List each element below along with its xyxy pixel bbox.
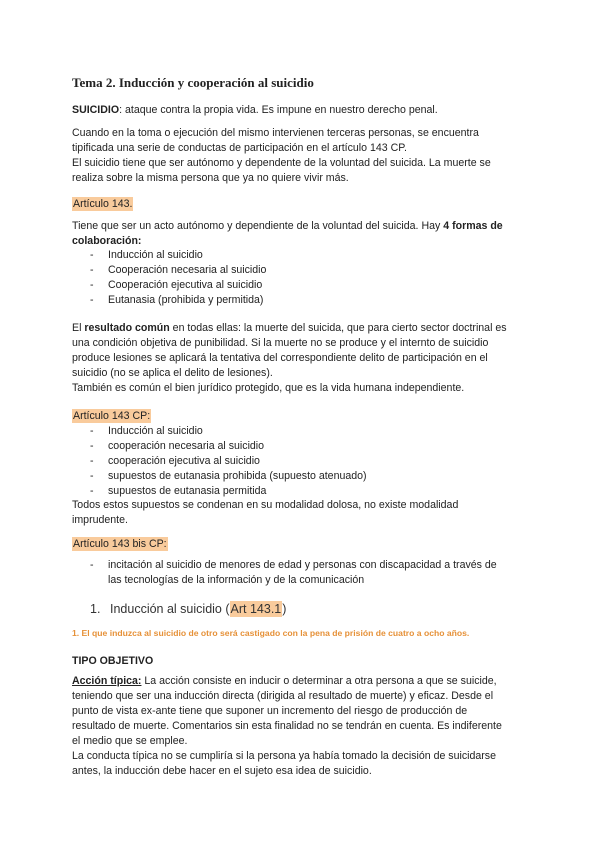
text-line: una condición objetiva de punibilidad. Si la muerte no se produce y el internto de suicidio — [72, 337, 489, 349]
art143cp-heading — [72, 409, 530, 424]
text-line: realiza sobre la misma persona que ya no quiere vivir más. — [72, 172, 349, 184]
art143bis-heading — [72, 537, 530, 552]
list-item: - Inducción al suicidio — [72, 248, 530, 263]
highlighted-heading: Artículo 143 bis CP: — [73, 538, 167, 550]
intro-paragraph — [72, 126, 530, 186]
text-line — [72, 321, 530, 336]
text-line: imprudente. — [72, 514, 128, 526]
text-line: el medio que se emplee. — [72, 735, 188, 747]
text-line: punto de vista ex-ante tiene que suponer un incremento del riesgo de producción de — [72, 705, 468, 717]
art143-intro — [72, 219, 530, 249]
list-item: - Cooperación ejecutiva al suicidio — [72, 278, 530, 293]
suicidio-text: : ataque contra la propia vida. Es impune en nuestro derecho penal. — [119, 104, 438, 116]
list-item: - cooperación necesaria al suicidio — [72, 439, 530, 454]
tipo-objetivo-paragraph — [72, 674, 530, 779]
section-title: Inducción al suicidio ( — [110, 602, 230, 616]
list-item: - cooperación ejecutiva al suicidio — [72, 454, 530, 469]
suicidio-term: SUICIDIO — [72, 104, 120, 116]
text-line: resultado de muerte. Comentarios sin esta finalidad no se tendrán en cuenta. Es indiferente — [72, 720, 502, 732]
list-item — [72, 558, 530, 588]
text-line: La conducta típica no se cumpliría si la persona ya había tomado la decisión de suicidarse — [72, 750, 496, 762]
text-line: las tecnologías de la información y de la comunicación — [108, 574, 365, 586]
text-line: teniendo que ser una inducción directa (dirigida al resultado de muerte) y eficaz. Desde el — [72, 690, 494, 702]
text-line: antes, la inducción debe hacer en el sujeto esa idea de suicidio. — [72, 765, 372, 777]
highlighted-heading: Artículo 143. — [73, 198, 133, 210]
text-line: suicidio (no se aplica el delito de lesiones). — [72, 367, 273, 379]
intro-bold: 4 formas de colaboración: — [72, 220, 503, 247]
text-line: El suicidio tiene que ser autónomo y dependente de la voluntad del suicida. La muerte se — [72, 157, 491, 169]
text-line: tipificada una serie de conductas de participación en el artículo 143 CP. — [72, 142, 407, 154]
list-item: - Cooperación necesaria al suicidio — [72, 263, 530, 278]
suicidio-definition — [72, 103, 530, 118]
text-line: Todos estos supuestos se condenan en su modalidad dolosa, no existe modalidad — [72, 499, 459, 511]
art143bis-list — [72, 558, 530, 588]
text-span: en todas ellas: la muerte del suicida, que para cierto sector doctrinal es — [169, 322, 507, 334]
text-span: La acción consiste en inducir o determinar a otra persona a que se suicide, — [141, 675, 497, 687]
highlighted-heading: Artículo 143 CP: — [73, 410, 151, 422]
text-line: También es común el bien jurídico protegido, que es la vida humana independiente. — [72, 382, 465, 394]
list-item: - supuestos de eutanasia prohibida (supuesto atenuado) — [72, 469, 530, 484]
text-line: produce lesiones se aplicará la tentativa del correspondiente delito de participación en el — [72, 352, 488, 364]
art143-heading — [72, 197, 530, 212]
list-item: - Inducción al suicidio — [72, 424, 530, 439]
art143-list — [72, 248, 530, 308]
text-line — [72, 674, 530, 689]
tipo-objetivo-heading: TIPO OBJETIVO — [72, 655, 154, 667]
page-title: Tema 2. Inducción y cooperación al suicidio — [72, 75, 314, 90]
art143cp-note — [72, 498, 530, 528]
art143cp-list — [72, 424, 530, 499]
resultado-bold: resultado común — [84, 322, 170, 334]
text-span: El — [72, 322, 85, 334]
text-line: - incitación al suicidio de menores de edad y personas con discapacidad a través de — [108, 559, 497, 571]
intro-text: Tiene que ser un acto autónomo y dependiente de la voluntad del suicida. Hay — [72, 220, 444, 232]
section-ref: Art 143.1 — [230, 602, 282, 616]
section-heading-induccion — [90, 601, 548, 617]
text-line: Cuando en la toma o ejecución del mismo intervienen terceras personas, se encuentra — [72, 127, 479, 139]
law-quote: 1. El que induzca al suicidio de otro será castigado con la pena de prisión de cuatro a ocho años. — [72, 628, 470, 638]
resultado-paragraph — [72, 321, 530, 396]
section-number: 1. — [90, 602, 101, 616]
list-item: - Eutanasia (prohibida y permitida) — [72, 293, 530, 308]
section-close: ) — [282, 602, 287, 616]
accion-label: Acción típica: — [72, 675, 142, 687]
list-item: - supuestos de eutanasia permitida — [72, 484, 530, 499]
